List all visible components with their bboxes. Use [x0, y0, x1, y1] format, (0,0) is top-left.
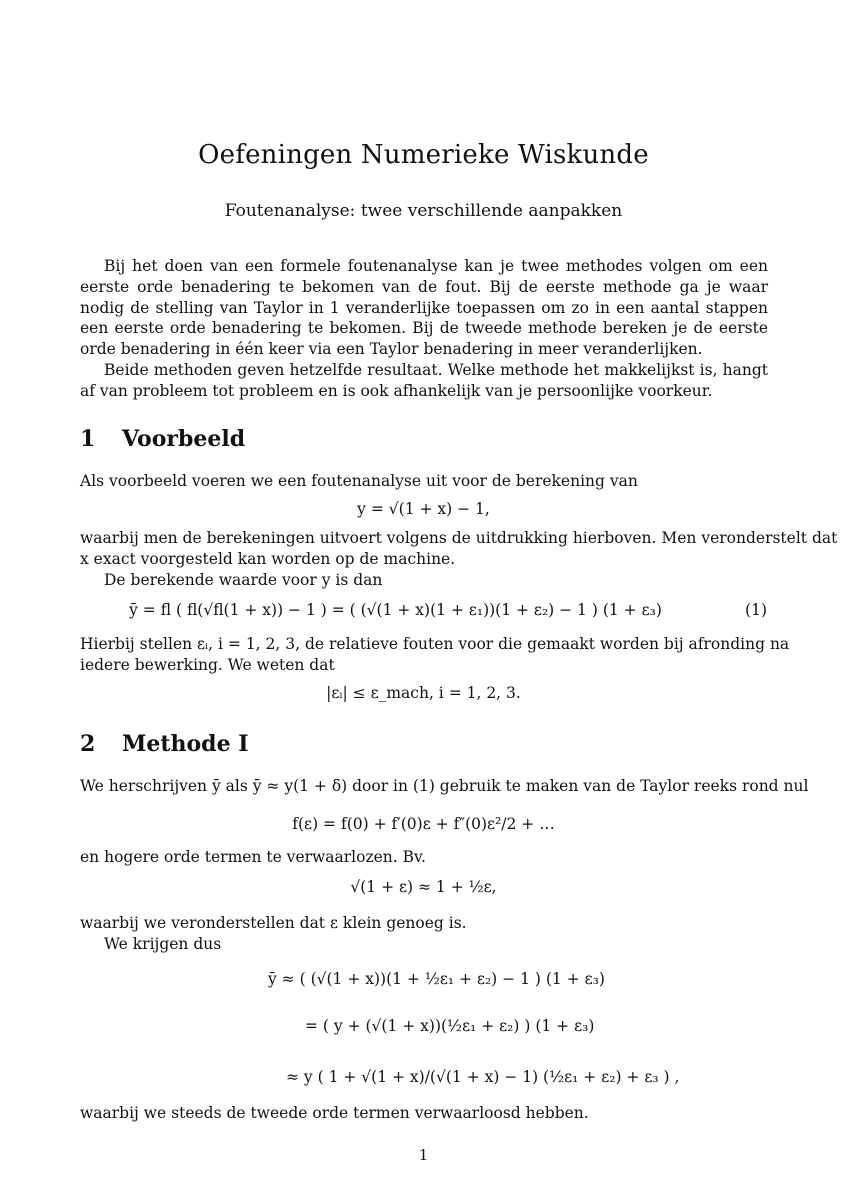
page-title: Oefeningen Numerieke Wiskunde — [198, 140, 649, 170]
intro-paragraph-2 — [80, 360, 768, 402]
equation-y: y = √(1 + x) − 1, — [357, 500, 490, 518]
intro-paragraph-2-text: Beide methoden geven hetzelfde resultaat. Welke methode het makkelijkst is, hangt af van probleem tot probleem en is ook afhankelijk van je persoonlijke voorkeur. — [80, 361, 768, 400]
intro-paragraph-1 — [80, 256, 768, 360]
section1-line4a: Hierbij stellen εᵢ, i = 1, 2, 3, de relatieve fouten voor die gemaakt worden bij afronding na — [80, 635, 790, 653]
section2-line5: waarbij we steeds de tweede orde termen verwaarloosd hebben. — [80, 1104, 589, 1122]
page-subtitle: Foutenanalyse: twee verschillende aanpakken — [224, 201, 623, 221]
section2-line2: en hogere orde termen te verwaarlozen. Bv. — [80, 848, 426, 866]
section1-line2b: x exact voorgesteld kan worden op de machine. — [80, 550, 456, 568]
section-heading-1 — [80, 426, 245, 452]
section-number: 1 — [80, 426, 96, 452]
equation-sqrt-approx: √(1 + ε) ≈ 1 + ½ε, — [350, 878, 497, 896]
intro-paragraph-1-text: Bij het doen van een formele foutenanalyse kan je twee methodes volgen om een eerste orde benadering te bekomen van de fout. Bij de eerste methode ga je waar nodig de stelling van Taylor in 1 veranderlijke toepassen om zo in een aantal stappen een eerste orde benadering te bekomen. Bij de tweede methode bereken je de eerste orde benadering in één keer via een Taylor benadering in meer veranderlijken. — [80, 257, 768, 359]
equation-1-label: (1) — [745, 601, 767, 619]
section-number: 2 — [80, 731, 96, 757]
section2-line3: waarbij we veronderstellen dat ε klein genoeg is. — [80, 914, 467, 932]
derivation-line-3: ≈ y ( 1 + √(1 + x)/(√(1 + x) − 1) (½ε₁ + ε₂) + ε₃ ) , — [286, 1068, 680, 1086]
section-heading-2 — [80, 731, 249, 757]
section-title: Methode I — [122, 731, 249, 757]
section-title: Voorbeeld — [122, 426, 246, 452]
equation-bound: |εᵢ| ≤ ε_mach, i = 1, 2, 3. — [326, 684, 521, 702]
section1-line3: De berekende waarde voor y is dan — [104, 571, 383, 589]
section1-line1: Als voorbeeld voeren we een foutenanalyse uit voor de berekening van — [80, 472, 638, 490]
derivation-line-1: ȳ ≈ ( (√(1 + x))(1 + ½ε₁ + ε₂) − 1 ) (1 + ε₃) — [268, 970, 605, 988]
derivation-line-2: = ( y + (√(1 + x))(½ε₁ + ε₂) ) (1 + ε₃) — [305, 1017, 595, 1035]
section2-line4: We krijgen dus — [104, 935, 222, 953]
page-number: 1 — [418, 1146, 429, 1164]
equation-1: ȳ = fl ( fl(√fl(1 + x)) − 1 ) = ( (√(1 + x)(1 + ε₁))(1 + ε₂) − 1 ) (1 + ε₃) — [129, 601, 662, 619]
section2-line1: We herschrijven ȳ als ȳ ≈ y(1 + δ) door in (1) gebruik te maken van de Taylor reeks rond nul — [80, 777, 809, 795]
section1-line2a: waarbij men de berekeningen uitvoert volgens de uitdrukking hierboven. Men veronderstelt dat — [80, 529, 838, 547]
section1-line4b: iedere bewerking. We weten dat — [80, 656, 335, 674]
equation-taylor: f(ε) = f(0) + f′(0)ε + f″(0)ε²/2 + … — [292, 815, 555, 833]
